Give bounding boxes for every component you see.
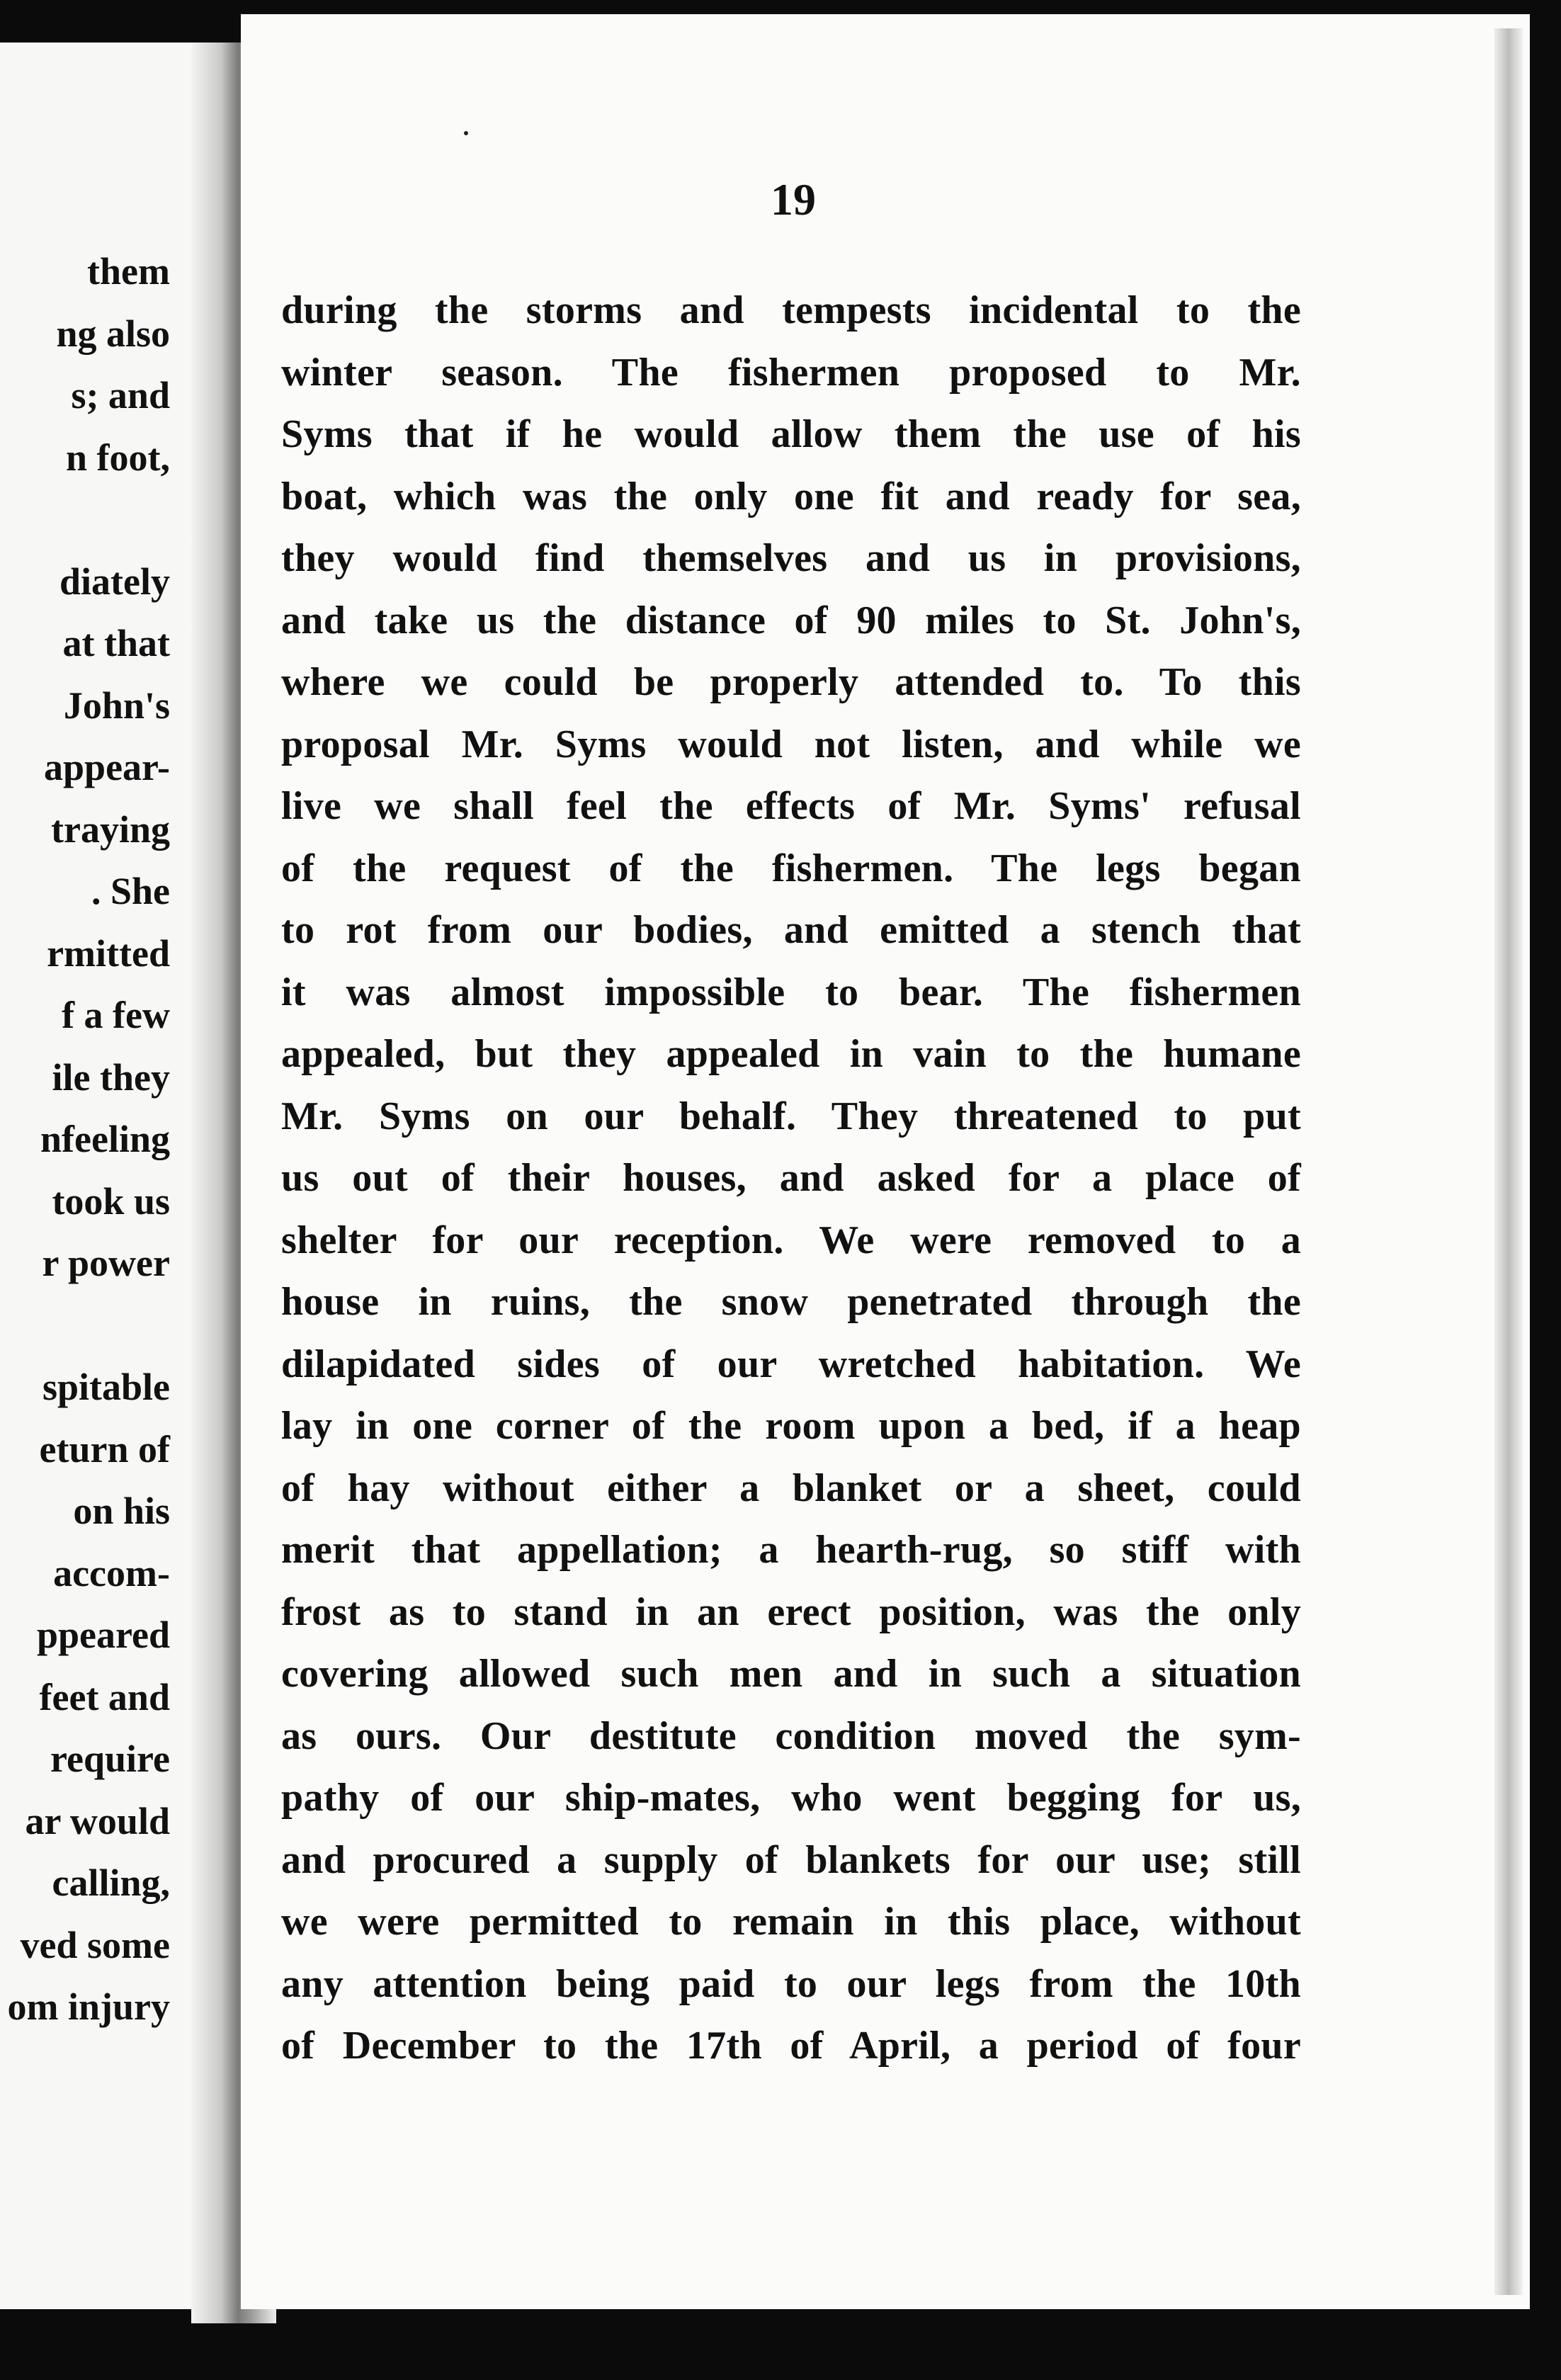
left-text-fragment: rmitted	[47, 931, 170, 975]
text-line: us out of their houses, and asked for a place of	[281, 1156, 1301, 1200]
left-text-fragment: John's	[63, 684, 170, 727]
left-text-fragment: took us	[52, 1179, 170, 1223]
left-text-fragment: n foot,	[66, 436, 170, 479]
left-text-fragment: nfeeling	[40, 1118, 170, 1160]
text-line: we were permitted to remain in this place, without	[281, 1900, 1301, 1944]
text-line: house in ruins, the snow penetrated through the	[281, 1280, 1301, 1324]
left-text-fragment: ved some	[20, 1923, 170, 1966]
text-line: to rot from our bodies, and emitted a stench that	[281, 908, 1301, 952]
text-line: dilapidated sides of our wretched habitation. We	[281, 1342, 1301, 1386]
left-text-fragment: diately	[59, 560, 170, 603]
text-line: and procured a supply of blankets for our use; still	[281, 1837, 1301, 1882]
text-line: pathy of our ship-mates, who went begging for us,	[281, 1776, 1301, 1820]
text-line: lay in one corner of the room upon a bed, if a heap	[281, 1404, 1301, 1448]
text-line: and take us the distance of 90 miles to St. John's,	[281, 598, 1301, 642]
text-line: live we shall feel the effects of Mr. Syms' refusal	[281, 784, 1301, 828]
text-line: they would find themselves and us in provisions,	[281, 536, 1301, 580]
left-text-fragment: eturn of	[39, 1427, 170, 1470]
text-line: Mr. Syms on our behalf. They threatened to put	[281, 1094, 1301, 1138]
left-text-fragment: . She	[91, 870, 170, 912]
left-text-fragment: ng also	[56, 312, 170, 355]
text-line: as ours. Our destitute condition moved the sym-	[281, 1713, 1301, 1758]
text-line: it was almost impossible to bear. The fishermen	[281, 970, 1301, 1014]
text-line: winter season. The fishermen proposed to Mr.	[281, 350, 1301, 395]
left-text-fragment: accom-	[53, 1551, 170, 1594]
left-text-fragment: f a few	[62, 994, 170, 1036]
page-number: 19	[771, 174, 816, 225]
left-text-fragment: ile they	[52, 1055, 170, 1099]
page-edge	[1494, 28, 1523, 2295]
text-line: merit that appellation; a hearth-rug, so stiff with	[281, 1528, 1301, 1572]
text-line: of hay without either a blanket or a sheet, could	[281, 1466, 1301, 1510]
left-text-fragment: on his	[73, 1490, 170, 1532]
left-text-fragment: them	[87, 250, 170, 293]
text-line: during the storms and tempests incidental to the	[281, 288, 1301, 332]
print-speck	[464, 131, 468, 135]
left-text-fragment: at that	[62, 622, 170, 664]
left-text-fragment	[0, 1295, 170, 1357]
text-line: covering allowed such men and in such a situation	[281, 1652, 1301, 1696]
text-line: where we could be properly attended to. To this	[281, 660, 1301, 704]
left-text-fragment: ppeared	[36, 1614, 170, 1656]
left-text-fragment: om injury	[7, 1985, 170, 2028]
left-text-fragment: calling,	[52, 1862, 170, 1904]
left-text-fragment: spitable	[42, 1366, 170, 1408]
left-text-fragment: traying	[51, 808, 170, 851]
left-text-fragment	[0, 489, 170, 551]
left-text-fragment: r power	[42, 1242, 170, 1284]
left-text-fragment: s; and	[71, 374, 170, 416]
text-line: Syms that if he would allow them the use of his	[281, 412, 1301, 456]
text-line: boat, which was the only one fit and ready for sea,	[281, 474, 1301, 518]
text-line: shelter for our reception. We were removed to a	[281, 1218, 1301, 1262]
text-line: appealed, but they appealed in vain to the humane	[281, 1032, 1301, 1076]
left-text-fragment: appear-	[44, 746, 170, 788]
left-text-fragment: ar would	[25, 1799, 170, 1842]
text-line: of December to the 17th of April, a period of four	[281, 2024, 1301, 2068]
left-text-fragment: feet and	[39, 1675, 170, 1718]
body-text	[281, 280, 1301, 2078]
text-line: frost as to stand in an erect position, was the only	[281, 1590, 1301, 1634]
left-text-fragment: require	[50, 1738, 170, 1780]
text-line: of the request of the fishermen. The legs began	[281, 846, 1301, 890]
text-line: any attention being paid to our legs from the 10th	[281, 1961, 1301, 2006]
text-line: proposal Mr. Syms would not listen, and while we	[281, 722, 1301, 766]
left-page-text	[0, 241, 170, 2039]
